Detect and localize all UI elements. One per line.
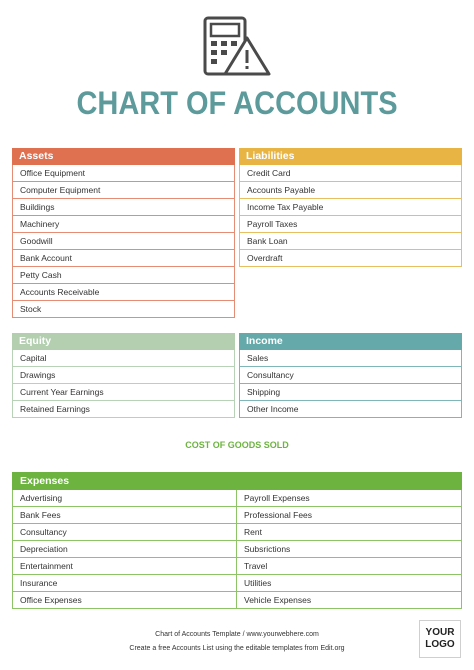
expenses-item: Consultancy xyxy=(13,524,236,541)
cogs-heading: COST OF GOODS SOLD xyxy=(185,440,289,450)
assets-item: Bank Account xyxy=(13,250,234,267)
expenses-item: Advertising xyxy=(13,490,236,507)
equity-item: Current Year Earnings xyxy=(13,384,234,401)
assets-item: Goodwill xyxy=(13,233,234,250)
assets-item: Petty Cash xyxy=(13,267,234,284)
expenses-item: Insurance xyxy=(13,575,236,592)
expenses-heading: Expenses xyxy=(12,472,462,490)
page-title: CHART OF ACCOUNTS xyxy=(76,86,398,122)
expenses-item: Utilities xyxy=(237,575,461,592)
expenses-item: Payroll Expenses xyxy=(237,490,461,507)
logo-line-2: LOGO xyxy=(425,639,455,650)
income-item: Consultancy xyxy=(240,367,461,384)
expenses-item: Travel xyxy=(237,558,461,575)
expenses-item: Rent xyxy=(237,524,461,541)
liabilities-heading: Liabilities xyxy=(239,148,462,165)
expenses-item: Depreciation xyxy=(13,541,236,558)
expenses-right-column xyxy=(237,490,461,609)
logo-line-1: YOUR xyxy=(425,627,455,638)
expenses-item: Entertainment xyxy=(13,558,236,575)
assets-item: Accounts Receivable xyxy=(13,284,234,301)
income-item: Shipping xyxy=(240,384,461,401)
assets-item: Computer Equipment xyxy=(13,182,234,199)
equity-section xyxy=(12,333,235,418)
equity-item: Retained Earnings xyxy=(13,401,234,418)
liabilities-item: Overdraft xyxy=(240,250,461,267)
income-section xyxy=(239,333,462,418)
income-item: Sales xyxy=(240,350,461,367)
expenses-item: Vehicle Expenses xyxy=(237,592,461,609)
assets-item: Machinery xyxy=(13,216,234,233)
equity-item: Drawings xyxy=(13,367,234,384)
footer-editor-credit: Create a free Accounts List using the editable templates from Edit.org xyxy=(129,645,345,652)
liabilities-item: Income Tax Payable xyxy=(240,199,461,216)
expenses-section xyxy=(12,472,462,609)
assets-list xyxy=(12,165,235,318)
liabilities-item: Accounts Payable xyxy=(240,182,461,199)
expenses-item: Professional Fees xyxy=(237,507,461,524)
footer-template-credit: Chart of Accounts Template / www.yourwebhere.com xyxy=(155,631,319,638)
assets-item: Buildings xyxy=(13,199,234,216)
expenses-item: Office Expenses xyxy=(13,592,236,609)
income-item: Other Income xyxy=(240,401,461,418)
equity-heading: Equity xyxy=(12,333,235,350)
expenses-grid xyxy=(12,490,462,609)
assets-item: Stock xyxy=(13,301,234,318)
liabilities-item: Bank Loan xyxy=(240,233,461,250)
assets-heading: Assets xyxy=(12,148,235,165)
liabilities-item: Payroll Taxes xyxy=(240,216,461,233)
income-heading: Income xyxy=(239,333,462,350)
expenses-left-column xyxy=(13,490,237,609)
liabilities-list xyxy=(239,165,462,267)
assets-item: Office Equipment xyxy=(13,165,234,182)
expenses-item: Bank Fees xyxy=(13,507,236,524)
calculator-warning-icon xyxy=(203,16,271,78)
expenses-item: Subsrictions xyxy=(237,541,461,558)
equity-item: Capital xyxy=(13,350,234,367)
liabilities-item: Credit Card xyxy=(240,165,461,182)
logo-placeholder xyxy=(419,620,461,658)
equity-list xyxy=(12,350,235,418)
income-list xyxy=(239,350,462,418)
assets-section xyxy=(12,148,235,318)
liabilities-section xyxy=(239,148,462,267)
